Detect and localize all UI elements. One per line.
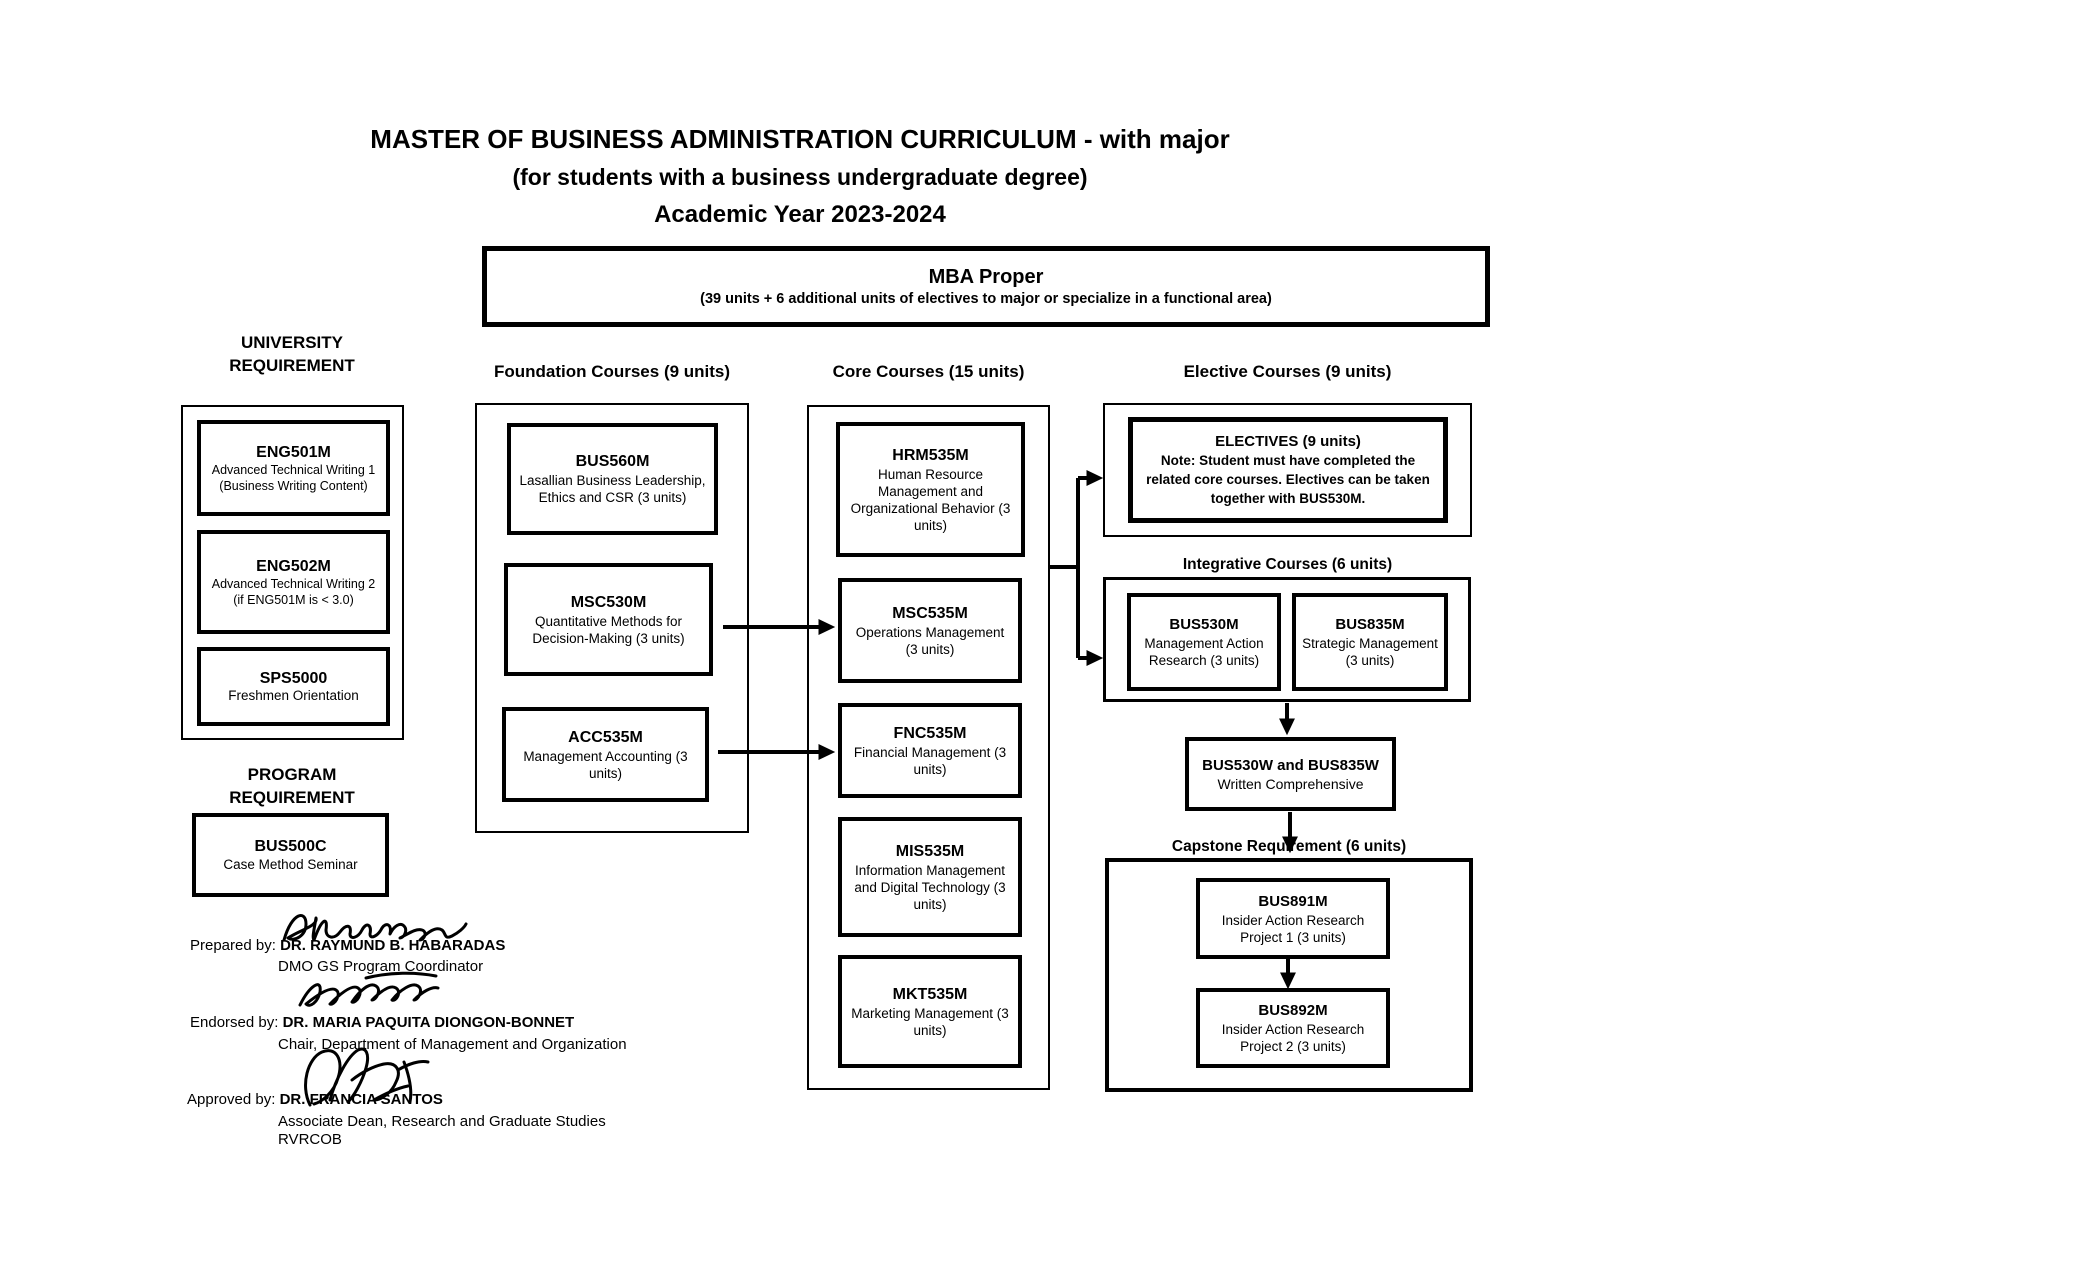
course-box-acc535m [502, 707, 709, 802]
prepared-by-line [190, 936, 505, 955]
course-desc: Advanced Technical Writing 2 (if ENG501M is < 3.0) [211, 576, 376, 607]
approved-by-label: Approved by: [187, 1091, 276, 1108]
approved-by-title-1: Associate Dean, Research and Graduate Studies [278, 1113, 606, 1130]
course-code: BUS892M [1258, 1002, 1328, 1019]
endorsed-by-label: Endorsed by: [190, 1014, 279, 1031]
course-desc: Case Method Seminar [223, 857, 358, 872]
university-requirement-header: UNIVERSITY REQUIREMENT [229, 333, 355, 375]
connector-core-branch [1050, 478, 1078, 658]
course-code: BUS530M [1169, 616, 1239, 633]
endorsed-by-title: Chair, Department of Management and Organization [278, 1036, 627, 1053]
elective-courses-header: Elective Courses (9 units) [1183, 362, 1392, 381]
prepared-by-label: Prepared by: [190, 937, 276, 954]
prepared-by-name: DR. RAYMUND B. HABARADAS [280, 937, 506, 954]
course-box-sps5000 [197, 647, 390, 726]
course-desc: Marketing Management (3 units) [851, 1005, 1009, 1038]
course-desc: Insider Action Research Project 1 (3 units) [1221, 912, 1365, 945]
course-box-msc535m [838, 578, 1022, 683]
electives-box-note: Note: Student must have completed the related core courses. Electives can be taken together with BUS530M. [1146, 453, 1430, 506]
course-box-fnc535m [838, 703, 1022, 798]
title-line-3: Academic Year 2023-2024 [654, 201, 946, 228]
course-desc: Strategic Management (3 units) [1302, 636, 1438, 668]
course-code: ACC535M [568, 728, 643, 746]
course-desc: Human Resource Management and Organizational Behavior (3 units) [850, 466, 1011, 533]
course-desc: Operations Management (3 units) [855, 624, 1005, 657]
mba-proper-subtitle: (39 units + 6 additional units of electives to major or specialize in a functional area) [700, 291, 1272, 307]
program-requirement-header: PROGRAM REQUIREMENT [229, 765, 355, 807]
written-comprehensive-box [1185, 737, 1396, 811]
electives-box-title: ELECTIVES (9 units) [1215, 433, 1361, 450]
course-code: BUS500C [254, 838, 327, 855]
course-box-mkt535m [838, 955, 1022, 1068]
prepared-by-title: DMO GS Program Coordinator [278, 958, 484, 975]
course-code: FNC535M [893, 724, 967, 742]
mba-proper-title: MBA Proper [928, 266, 1044, 288]
course-box-bus891m [1196, 878, 1390, 959]
course-code: BUS835M [1335, 616, 1405, 633]
title-line-2: (for students with a business undergraduate degree) [512, 164, 1088, 190]
approved-by-title-2: RVRCOB [278, 1131, 342, 1148]
course-code: SPS5000 [259, 670, 328, 687]
course-box-mis535m [838, 817, 1022, 937]
course-code: BUS891M [1258, 892, 1328, 910]
course-desc: Management Action Research (3 units) [1144, 636, 1264, 668]
course-code: MSC535M [892, 604, 968, 622]
signature-diongon-bonnet [300, 973, 438, 1005]
approved-by-name: DR. FRANCIA SANTOS [279, 1091, 443, 1108]
course-code: MSC530M [570, 593, 647, 611]
course-desc: Advanced Technical Writing 1 (Business Writing Content) [211, 462, 376, 493]
mba-proper-box [482, 246, 1490, 327]
course-code: BUS530W and BUS835W [1202, 756, 1379, 774]
course-desc: Insider Action Research Project 2 (3 units) [1221, 1022, 1365, 1054]
endorsed-by-line [190, 1013, 574, 1032]
course-code: MKT535M [892, 985, 968, 1003]
course-desc: Lasallian Business Leadership, Ethics and CSR (3 units) [519, 473, 706, 505]
course-box-eng502m [197, 530, 390, 634]
electives-box [1128, 417, 1448, 523]
course-box-bus892m [1196, 988, 1390, 1068]
page-title [300, 120, 1300, 234]
course-desc: Freshmen Orientation [228, 688, 359, 703]
course-desc: Management Accounting (3 units) [523, 748, 688, 781]
course-box-eng501m [197, 420, 390, 516]
course-desc: Quantitative Methods for Decision-Making (3 units) [532, 613, 685, 646]
course-box-hrm535m [836, 422, 1025, 557]
course-code: ENG502M [256, 557, 331, 575]
foundation-courses-header: Foundation Courses (9 units) [493, 362, 731, 381]
course-desc: Financial Management (3 units) [853, 744, 1007, 777]
course-desc: Written Comprehensive [1217, 775, 1364, 792]
course-code: BUS560M [575, 453, 650, 470]
approved-by-line [187, 1090, 443, 1109]
course-desc: Information Management and Digital Technology (3 units) [854, 862, 1006, 912]
course-box-bus500c [192, 813, 389, 897]
course-code: MIS535M [895, 842, 965, 860]
course-box-msc530m [504, 563, 713, 676]
course-box-bus530m [1127, 593, 1281, 691]
capstone-requirement-header: Capstone Requirement (6 units) [1171, 838, 1407, 855]
course-code: HRM535M [892, 446, 969, 464]
course-code: ENG501M [256, 443, 331, 461]
course-box-bus560m [507, 423, 718, 535]
course-box-bus835m [1292, 593, 1448, 691]
endorsed-by-name: DR. MARIA PAQUITA DIONGON-BONNET [282, 1014, 575, 1031]
title-line-1: MASTER OF BUSINESS ADMINISTRATION CURRICULUM - with major [370, 124, 1230, 154]
integrative-courses-header: Integrative Courses (6 units) [1182, 556, 1393, 573]
core-courses-header: Core Courses (15 units) [832, 362, 1025, 381]
